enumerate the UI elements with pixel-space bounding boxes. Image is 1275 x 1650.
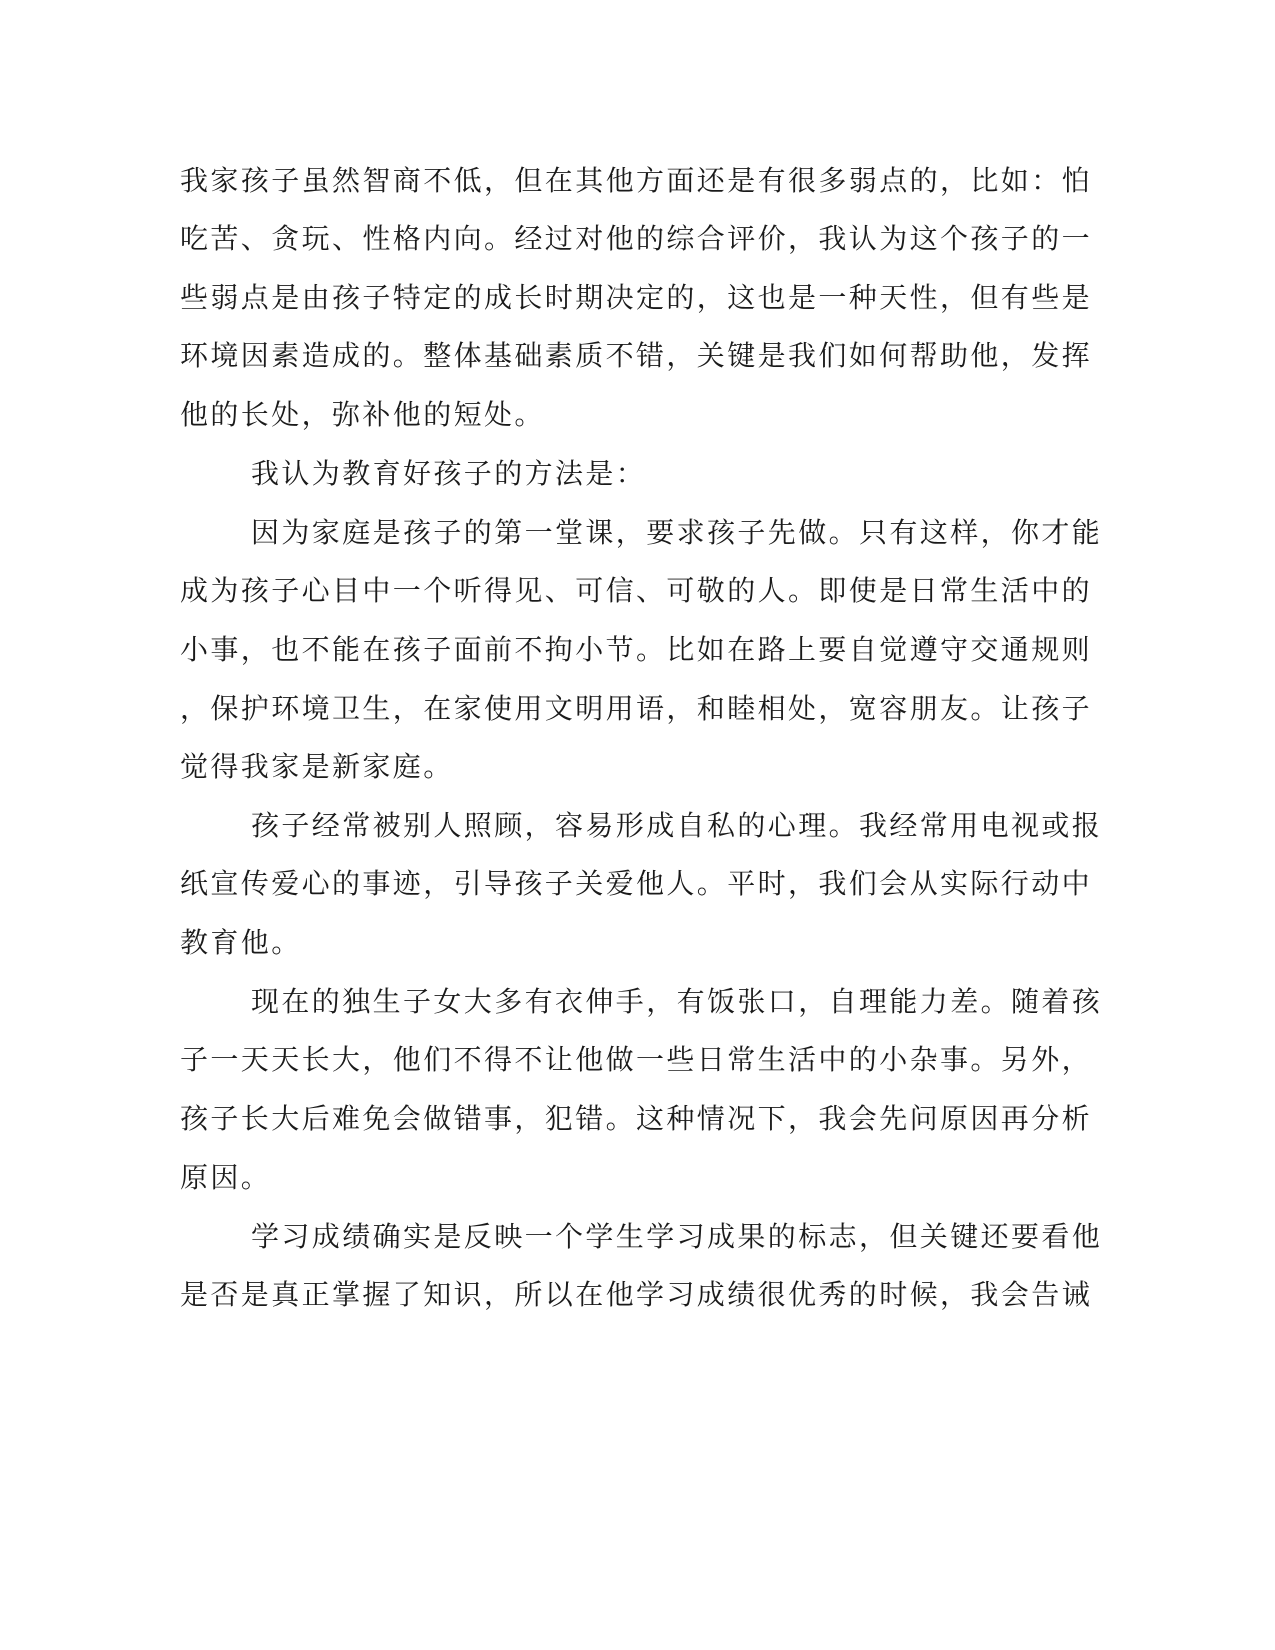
text-line: 孩子经常被别人照顾，容易形成自私的心理。我经常用电视或报: [251, 809, 1103, 842]
text-line: 我认为教育好孩子的方法是：: [251, 457, 647, 490]
text-line: 是否是真正掌握了知识，所以在他学习成绩很优秀的时候，我会告诫: [180, 1278, 1093, 1311]
text-line: 些弱点是由孩子特定的成长时期决定的，这也是一种天性，但有些是: [180, 281, 1093, 314]
text-line: 学习成绩确实是反映一个学生学习成果的标志，但关键还要看他: [251, 1220, 1103, 1253]
text-line: 子一天天长大，他们不得不让他做一些日常生活中的小杂事。另外，: [180, 1043, 1093, 1076]
text-line: 现在的独生子女大多有衣伸手，有饭张口，自理能力差。随着孩: [251, 985, 1103, 1018]
text-line: 环境因素造成的。整体基础素质不错，关键是我们如何帮助他，发挥: [180, 339, 1093, 372]
text-line: 原因。: [180, 1161, 272, 1194]
text-line: 他的长处，弥补他的短处。: [180, 398, 545, 431]
text-line: 小事，也不能在孩子面前不拘小节。比如在路上要自觉遵守交通规则: [180, 633, 1093, 666]
text-line: 因为家庭是孩子的第一堂课，要求孩子先做。只有这样，你才能: [251, 516, 1103, 549]
text-line: 我家孩子虽然智商不低，但在其他方面还是有很多弱点的，比如：怕: [180, 164, 1093, 197]
text-line: 孩子长大后难免会做错事，犯错。这种情况下，我会先问原因再分析: [180, 1102, 1093, 1135]
text-line: ，保护环境卫生，在家使用文明用语，和睦相处，宽容朋友。让孩子: [180, 692, 1093, 725]
text-line: 教育他。: [180, 926, 302, 959]
text-line: 纸宣传爱心的事迹，引导孩子关爱他人。平时，我们会从实际行动中: [180, 867, 1093, 900]
text-line: 觉得我家是新家庭。: [180, 750, 454, 783]
text-line: 成为孩子心目中一个听得见、可信、可敬的人。即使是日常生活中的: [180, 574, 1093, 607]
text-line: 吃苦、贪玩、性格内向。经过对他的综合评价，我认为这个孩子的一: [180, 222, 1093, 255]
